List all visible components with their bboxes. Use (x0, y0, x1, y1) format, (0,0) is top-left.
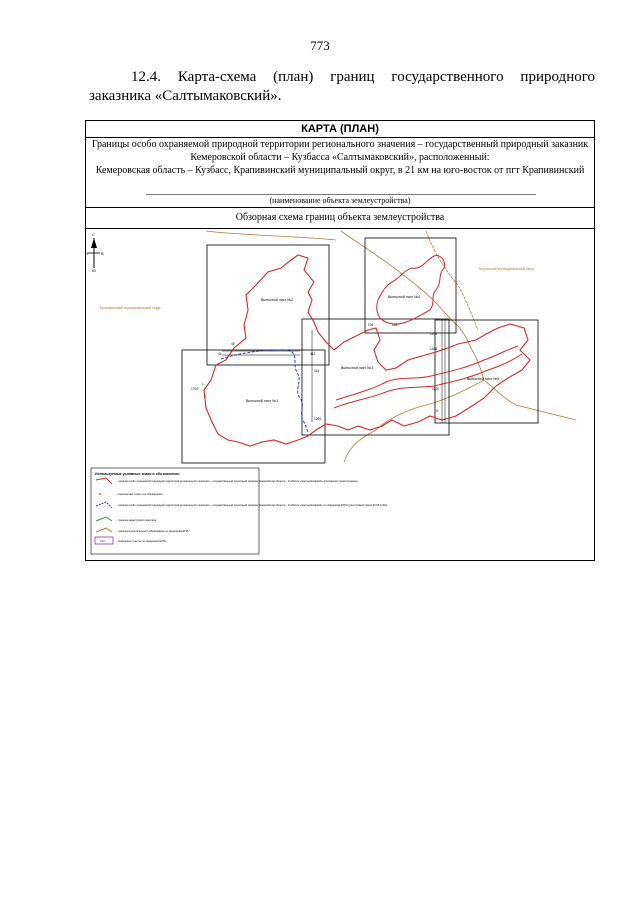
north-arrow-icon (88, 238, 100, 268)
point-label: 412 (310, 352, 316, 356)
legend-item-2: – характерная точка и ее обозначение (116, 493, 163, 496)
point-label: 1 (202, 382, 204, 386)
legend-item-5: – граница муниципального образования по сведениям ЕГРН (116, 530, 190, 533)
sheet-label-4: Выносной лист №4 (388, 295, 421, 299)
point-label: 1700 (191, 387, 199, 391)
point-label: 2 (204, 395, 206, 399)
district-label-right: Тисульский муниципальный округ (478, 267, 535, 271)
legend-item-4: – граница кадастрового квартала (116, 519, 157, 522)
legend-item-3: – граница особо охраняемой природной территории регионального значения – государственный природный заказник Кемеровской области – Кузбасса «Салтымаковский» по сведениям ЕГРН (реестровый номер 42:05-6.302) (116, 504, 388, 507)
point-label: 1220 (432, 387, 440, 391)
east-label: В (101, 251, 104, 256)
municipal-boundary (206, 231, 336, 240)
overview-map (86, 230, 593, 560)
point-label: 414 (314, 369, 320, 373)
reserve-boundary-inner (377, 256, 445, 324)
point-label: 44 (218, 352, 222, 356)
divider (86, 207, 594, 208)
map-card (85, 120, 595, 561)
point-label: 1260 (314, 417, 322, 421)
map-card-location: Кемеровская область – Кузбасс, Крапивинский муниципальный округ, в 21 км на юго-восток от пгт Крапивинский (95, 165, 585, 176)
point-label: 1205 (430, 332, 438, 336)
legend-title: Используемые условные знаки и обозначения: (95, 472, 180, 476)
underline (146, 194, 536, 195)
legend-item-1: – граница особо охраняемой природной территории регионального значения – государственный природный заказник Кемеровской области – Кузбасса «Салтымаковский» (положение проектируемое) (116, 480, 358, 483)
point-label: 105 (392, 323, 398, 327)
district-label-left: Крапивинский муниципальный округ (100, 306, 161, 310)
north-label: С (92, 232, 95, 237)
map-card-description: Границы особо охраняемой природной территории регионального значения – государственный природный заказник Кемеровской области – Кузбасса «Салтымаковский», расположенный: (91, 139, 589, 163)
map-card-title: КАРТА (ПЛАН) (86, 121, 594, 138)
west-label: З (86, 251, 89, 256)
point-label: 3 (436, 409, 438, 413)
legend-point-symbol (99, 493, 101, 495)
sheet-label-2: Выносной лист №2 (261, 298, 294, 302)
section-heading: 12.4. Карта-схема (план) границ государственного природного заказника «Салтымаковский». (89, 69, 595, 104)
reserve-boundary (204, 255, 530, 446)
sheet-frame-1 (182, 350, 325, 463)
schema-title: Обзорная схема границ объекта землеустройства (235, 212, 445, 223)
sheet-label-3: Выносной лист №3 (341, 366, 374, 370)
municipal-boundary (344, 380, 576, 462)
egrn-boundary (221, 350, 308, 432)
legend-parcel-label: :198 (99, 539, 105, 543)
sheet-label-5: Выносной лист №5 (467, 377, 500, 381)
municipal-boundary (341, 231, 484, 380)
point-label: 45 (231, 342, 235, 346)
map-legend (91, 468, 388, 554)
legend-item-6: – земельные участки по сведениям ЕГРН (116, 540, 167, 543)
object-note: (наименование объекта землеустройства) (269, 196, 411, 205)
municipal-boundary (426, 231, 478, 330)
sheet-label-1: Выносной лист №1 (246, 399, 279, 403)
point-label: 1406 (430, 347, 438, 351)
reserve-boundary-inner (334, 354, 522, 408)
point-label: 104 (368, 323, 374, 327)
divider (86, 228, 594, 229)
south-label: Ю (92, 268, 97, 273)
page-number: 773 (310, 38, 330, 53)
